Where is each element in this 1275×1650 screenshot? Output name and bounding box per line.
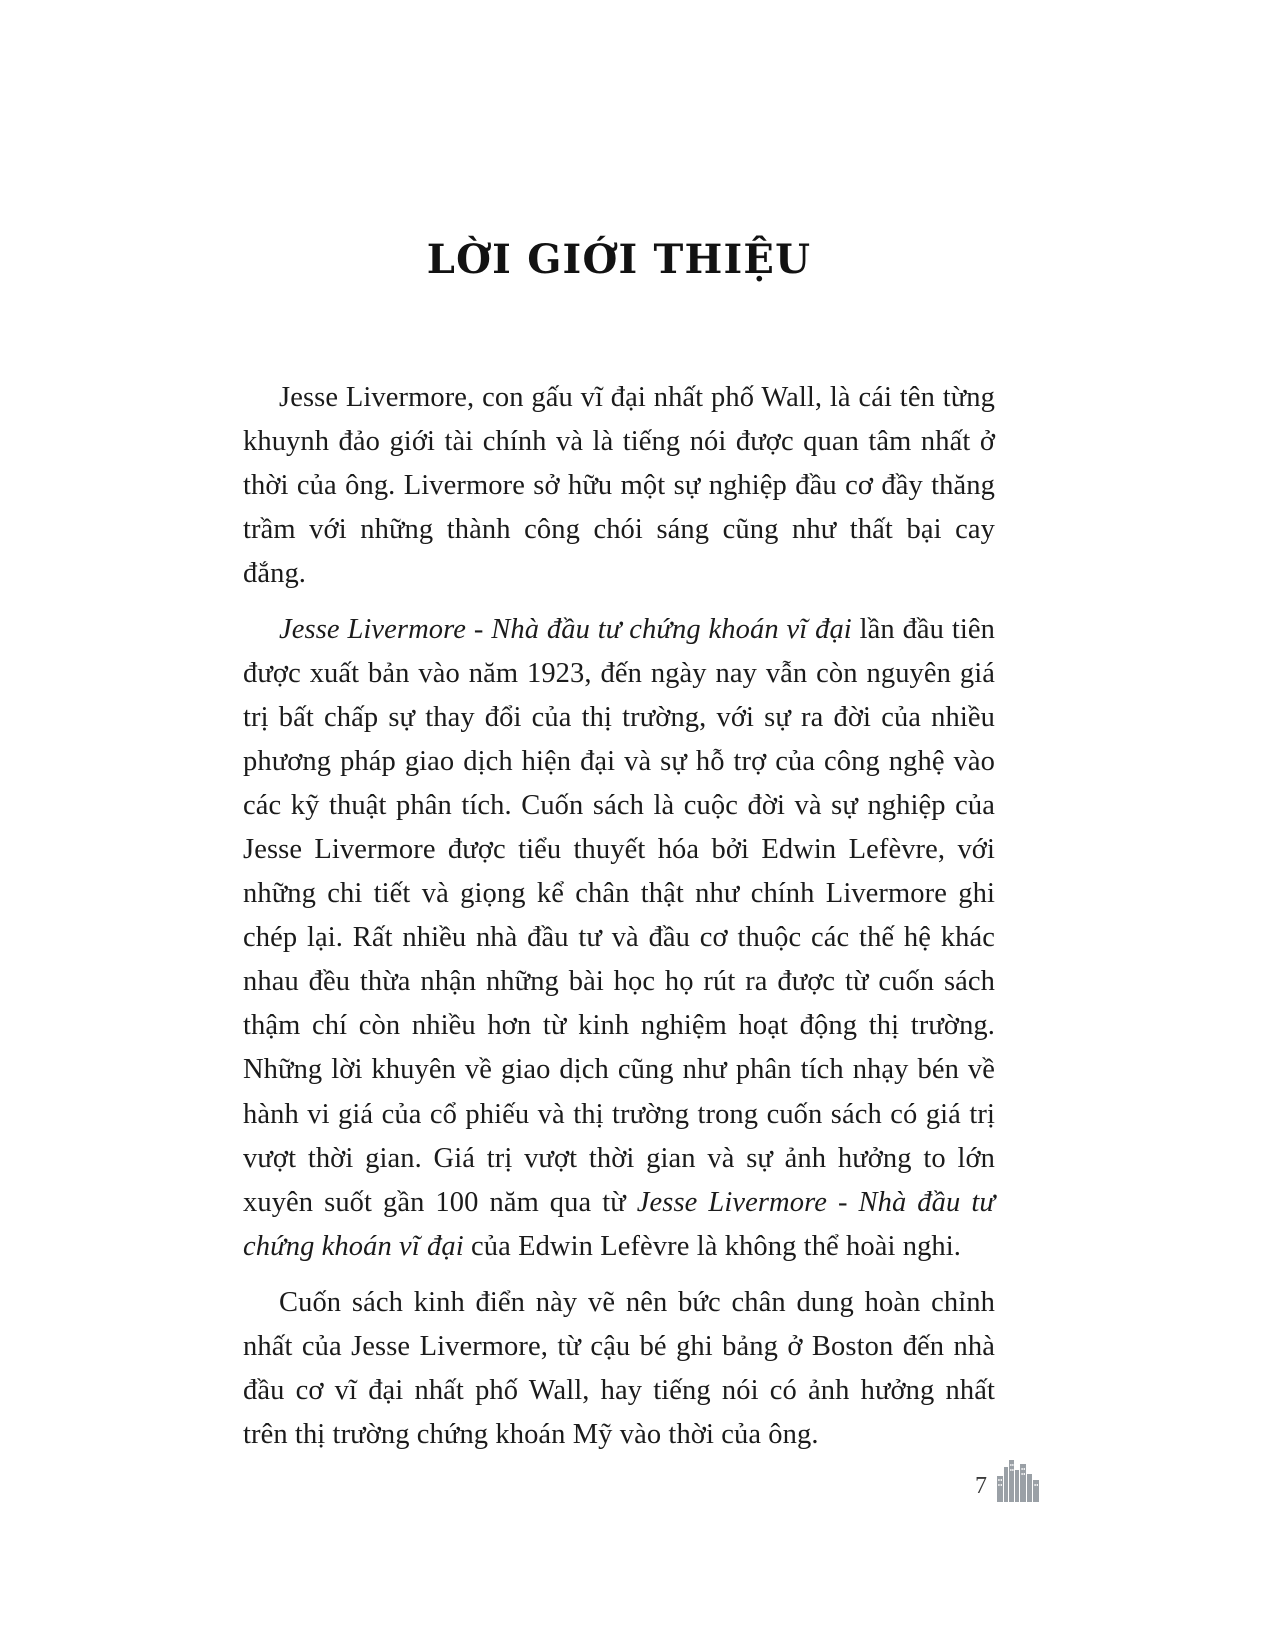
skyline-buildings-icon: [995, 1456, 1043, 1502]
page-footer: [975, 1456, 1043, 1502]
book-title-italic: Jesse Livermore - Nhà đầu tư chứng khoán vĩ đại: [279, 614, 852, 646]
page-title: LỜI GIỚI THIỆU: [426, 236, 812, 283]
paragraph: [243, 608, 995, 1268]
body-text: [243, 376, 995, 1457]
paragraph: [243, 1281, 995, 1457]
text-run: lần đầu tiên được xuất bản vào năm 1923, đến ngày nay vẫn còn nguyên giá trị bất chấp sự thay đổi của thị trường, với sự ra đời của nhiều phương pháp giao dịch hiện đại và sự hỗ trợ của công nghệ vào các kỹ thuật phân tích. Cuốn sách là cuộc đời và sự nghiệp của Jesse Livermore được tiểu thuyết hóa bởi Edwin Lefèvre, với những chi tiết và giọng kể chân thật như chính Livermore ghi chép lại. Rất nhiều nhà đầu tư và đầu cơ thuộc các thế hệ khác nhau đều thừa nhận những bài học họ rút ra được từ cuốn sách thậm chí còn nhiều hơn từ kinh nghiệm hoạt động thị trường. Những lời khuyên về giao dịch cũng như phân tích nhạy bén về hành vi giá của cổ phiếu và thị trường trong cuốn sách có giá trị vượt thời gian. Giá trị vượt thời gian và sự ảnh hưởng to lớn xuyên suốt gần 100 năm qua từ: [243, 614, 995, 1218]
page-content: [243, 236, 995, 1461]
book-title-italic: Jesse Livermore - Nhà đầu tư chứng khoán vĩ đại: [243, 1186, 995, 1262]
text-run: Jesse Livermore, con gấu vĩ đại nhất phố Wall, là cái tên từng khuynh đảo giới tài chính và là tiếng nói được quan tâm nhất ở thời của ông. Livermore sở hữu một sự nghiệp đầu cơ đầy thăng trầm với những thành công chói sáng cũng như thất bại cay đắng.: [243, 382, 995, 590]
text-run: Cuốn sách kinh điển này vẽ nên bức chân dung hoàn chỉnh nhất của Jesse Livermore, từ cậu bé ghi bảng ở Boston đến nhà đầu cơ vĩ đại nhất phố Wall, hay tiếng nói có ảnh hưởng nhất trên thị trường chứng khoán Mỹ vào thời của ông.: [243, 1286, 995, 1450]
text-run: của Edwin Lefèvre là không thể hoài nghi.: [463, 1230, 962, 1262]
paragraph: [243, 376, 995, 596]
page-number: 7: [975, 1473, 987, 1499]
